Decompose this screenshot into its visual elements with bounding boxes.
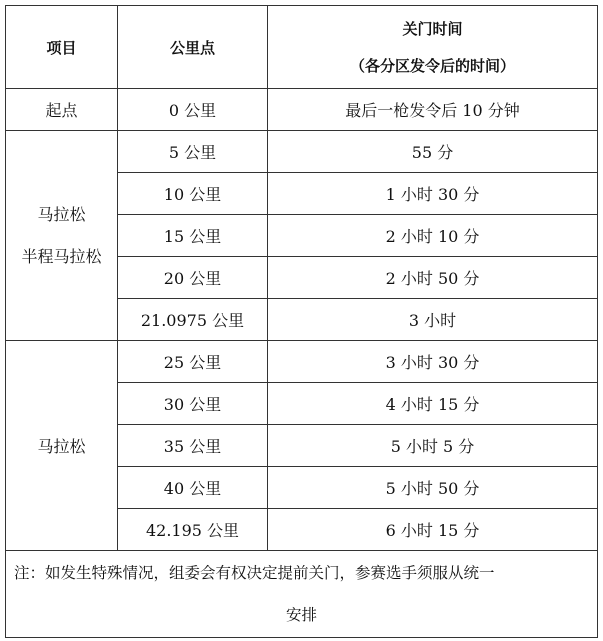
- km-cell: 21.0975 公里: [118, 299, 268, 341]
- half-group-label-line2: 半程马拉松: [21, 246, 102, 266]
- start-time: 最后一枪发令后 10 分钟: [268, 89, 598, 131]
- km-cell: 5 公里: [118, 131, 268, 173]
- time-cell: 4 小时 15 分: [268, 383, 598, 425]
- km-cell: 25 公里: [118, 341, 268, 383]
- time-cell: 3 小时 30 分: [268, 341, 598, 383]
- note-line2: 安排: [285, 606, 317, 624]
- start-km: 0 公里: [118, 89, 268, 131]
- note-cell: [6, 551, 598, 638]
- start-item: 起点: [6, 89, 118, 131]
- time-cell: 55 分: [268, 131, 598, 173]
- time-cell: 2 小时 10 分: [268, 215, 598, 257]
- time-cell: 3 小时: [268, 299, 598, 341]
- km-cell: 20 公里: [118, 257, 268, 299]
- time-cell: 5 小时 5 分: [268, 425, 598, 467]
- header-item: 项目: [6, 6, 118, 89]
- time-cell: 5 小时 50 分: [268, 467, 598, 509]
- time-cell: 2 小时 50 分: [268, 257, 598, 299]
- km-cell: 15 公里: [118, 215, 268, 257]
- km-cell: 35 公里: [118, 425, 268, 467]
- km-cell: 10 公里: [118, 173, 268, 215]
- km-cell: 30 公里: [118, 383, 268, 425]
- time-cell: 1 小时 30 分: [268, 173, 598, 215]
- note-row: [6, 551, 598, 638]
- table-header-row: [6, 6, 598, 89]
- header-km: 公里点: [118, 6, 268, 89]
- time-cell: 6 小时 15 分: [268, 509, 598, 551]
- header-cutoff-time: [268, 6, 598, 89]
- table-row: [6, 341, 598, 383]
- table-row: [6, 131, 598, 173]
- header-cutoff-time-title: 关门时间: [402, 20, 463, 38]
- cutoff-time-table: [5, 5, 598, 638]
- km-cell: 40 公里: [118, 467, 268, 509]
- header-cutoff-time-note: （各分区发令后的时间）: [349, 57, 515, 75]
- table-row-start: [6, 89, 598, 131]
- note-line1: 注：如发生特殊情况，组委会有权决定提前关门，参赛选手须服从统一: [14, 564, 495, 582]
- half-group-label-line1: 马拉松: [37, 204, 86, 224]
- full-group-label: 马拉松: [6, 341, 118, 551]
- half-group-label: [6, 131, 118, 341]
- km-cell: 42.195 公里: [118, 509, 268, 551]
